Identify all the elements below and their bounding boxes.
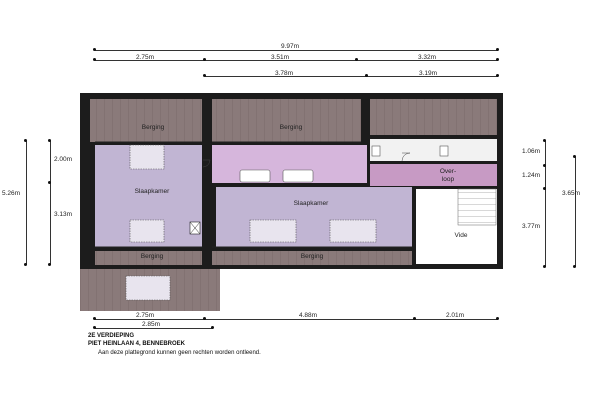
toilet-icon (372, 146, 380, 156)
dim-second-right: 3.19m (419, 70, 438, 77)
toilet-icon (440, 146, 448, 156)
dim-bottom-left: 2.75m (136, 312, 155, 319)
label-berging-top-mid: Berging (279, 124, 303, 131)
dim-top-left: 2.75m (136, 54, 155, 61)
skylight (330, 220, 376, 242)
berging-top-right (370, 99, 497, 135)
skylight (126, 276, 170, 300)
dim-top-right: 3.32m (418, 54, 437, 61)
dim-top-total: 9.97m (281, 43, 300, 50)
label-overloop: Over- loop (439, 168, 457, 183)
label-slaapkamer-mid: Slaapkamer (293, 200, 329, 207)
dim-left-lower: 3.13m (54, 211, 73, 218)
label-slaapkamer-left: Slaapkamer (134, 188, 170, 195)
label-vide: Vide (454, 232, 468, 239)
sink-icon (240, 170, 270, 182)
label-berging-bottom-left: Berging (140, 253, 164, 260)
dim-bottom-mid: 4.88m (299, 312, 318, 319)
dim-left-upper: 2.00m (54, 156, 73, 163)
dim-left-total: 5.26m (2, 190, 21, 197)
dim-right-a: 1.06m (522, 148, 541, 155)
berging-top-left (90, 99, 202, 142)
label-berging-bottom-mid: Berging (300, 253, 324, 260)
dim-top-mid: 3.51m (271, 54, 290, 61)
floor-title: 2E VERDIEPING (88, 333, 135, 339)
dim-right-c: 3.77m (522, 223, 541, 230)
skylight (250, 220, 296, 242)
label-berging-top-left: Berging (141, 124, 165, 131)
dim-second-mid: 3.78m (275, 70, 294, 77)
dim-bottom-left2: 2.85m (142, 321, 161, 328)
skylight (130, 220, 164, 242)
slaapkamer-mid (216, 187, 412, 247)
berging-top-mid (212, 99, 361, 142)
dim-right-total: 3.65m (562, 190, 581, 197)
staircase (458, 189, 496, 225)
skylight (130, 145, 164, 169)
sink-icon (283, 170, 313, 182)
disclaimer: Aan deze plattegrond kunnen geen rechten worden ontleend. (98, 350, 261, 356)
dim-right-b: 1.24m (522, 172, 541, 179)
bath-right (370, 139, 497, 161)
address: PIET HEINLAAN 4, BENNEBROEK (88, 341, 186, 347)
dim-bottom-right: 2.01m (446, 312, 465, 319)
